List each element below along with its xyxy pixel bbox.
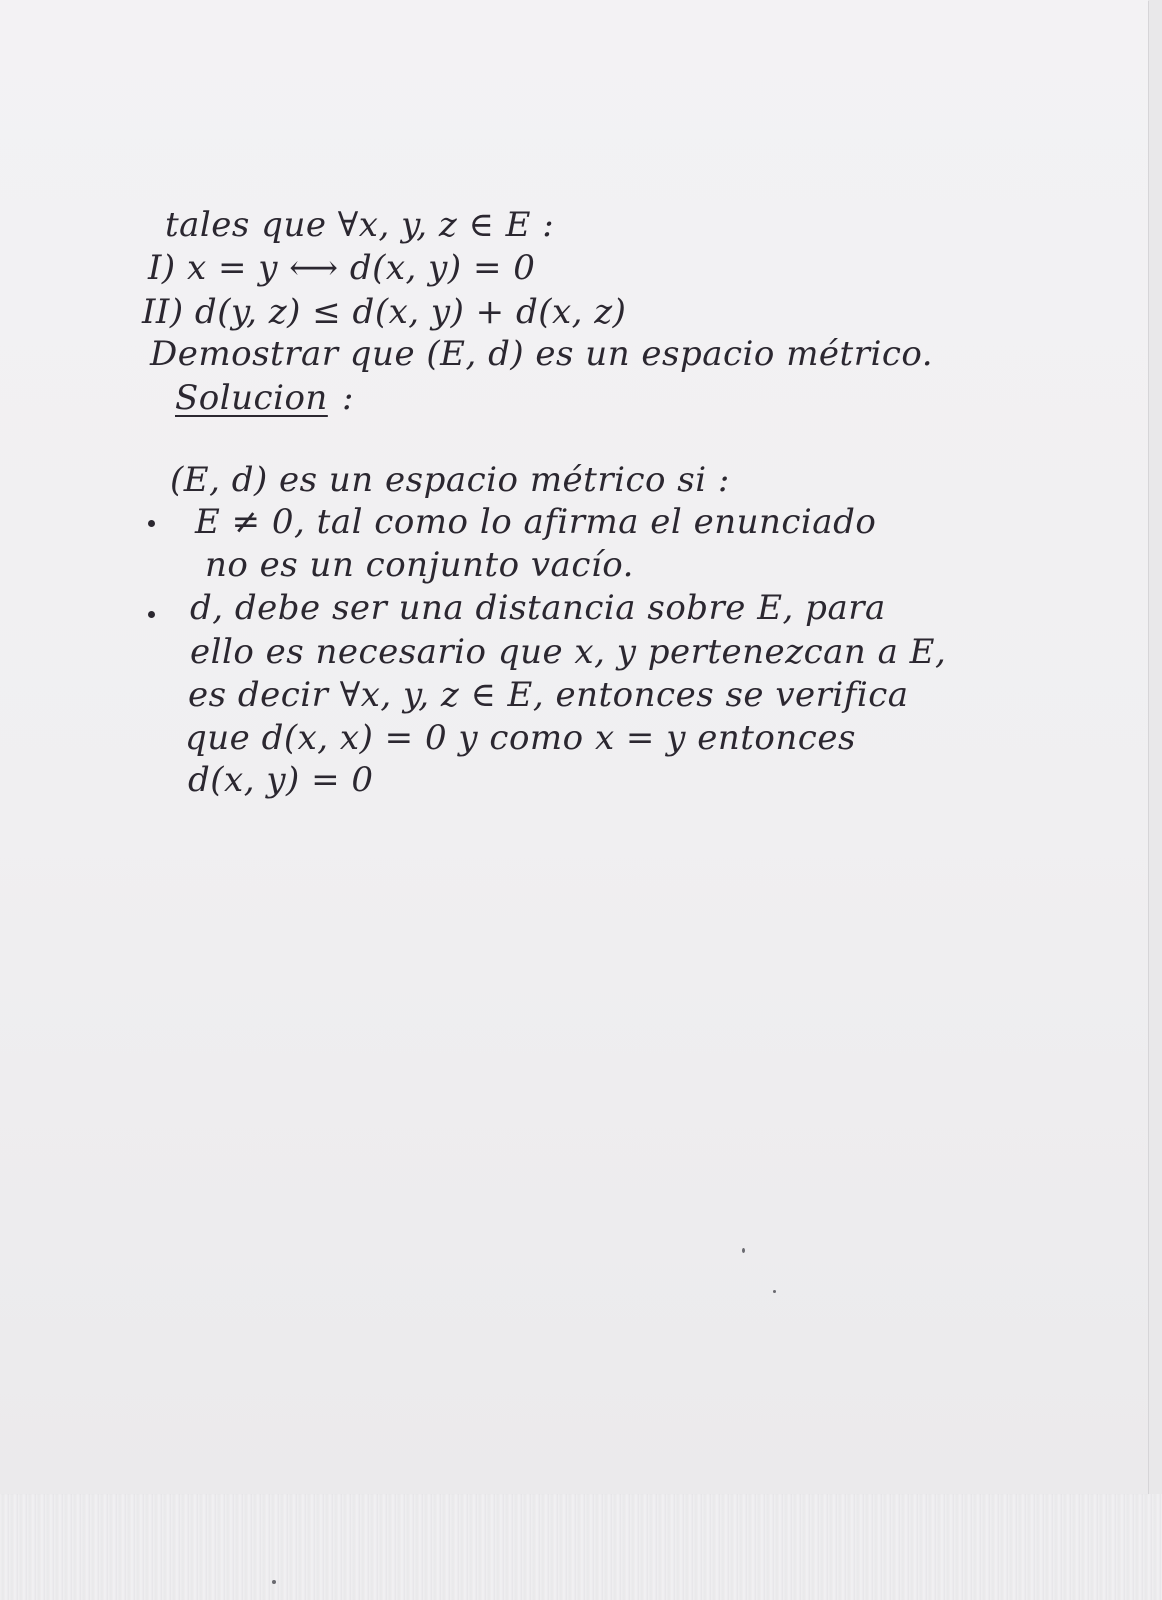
problem-statement-line: Demostrar que (E, d) es un espacio métrico. (150, 334, 934, 374)
condition-intro-line: tales que ∀x, y, z ∈ E : (165, 205, 555, 245)
paper-speck (742, 1248, 745, 1253)
scanner-bed-edge (0, 1494, 1162, 1600)
bullet-marker (148, 520, 155, 527)
solution-heading: Solucion (175, 378, 328, 418)
bullet-2-line-5: d(x, y) = 0 (188, 760, 374, 800)
paper-speck (773, 1290, 776, 1293)
scan-speck (272, 1580, 276, 1584)
condition-i-line: I) x = y ⟷ d(x, y) = 0 (148, 248, 536, 288)
condition-ii-line: II) d(y, z) ≤ d(x, y) + d(x, z) (142, 292, 627, 332)
solution-intro-line: (E, d) es un espacio métrico si : (170, 460, 730, 500)
bullet-2-line-1: d, debe ser una distancia sobre E, para (190, 588, 886, 628)
bullet-1-line-1: E ≠ 0, tal como lo afirma el enunciado (195, 502, 877, 542)
bullet-2-line-4: que d(x, x) = 0 y como x = y entonces (185, 718, 856, 758)
solution-heading-colon: : (342, 378, 354, 418)
bullet-2-line-2: ello es necesario que x, y pertenezcan a E, (190, 632, 947, 672)
bullet-1-line-2: no es un conjunto vacío. (205, 545, 634, 585)
bullet-marker (148, 611, 155, 618)
bullet-2-line-3: es decir ∀x, y, z ∈ E, entonces se verifica (188, 675, 909, 715)
